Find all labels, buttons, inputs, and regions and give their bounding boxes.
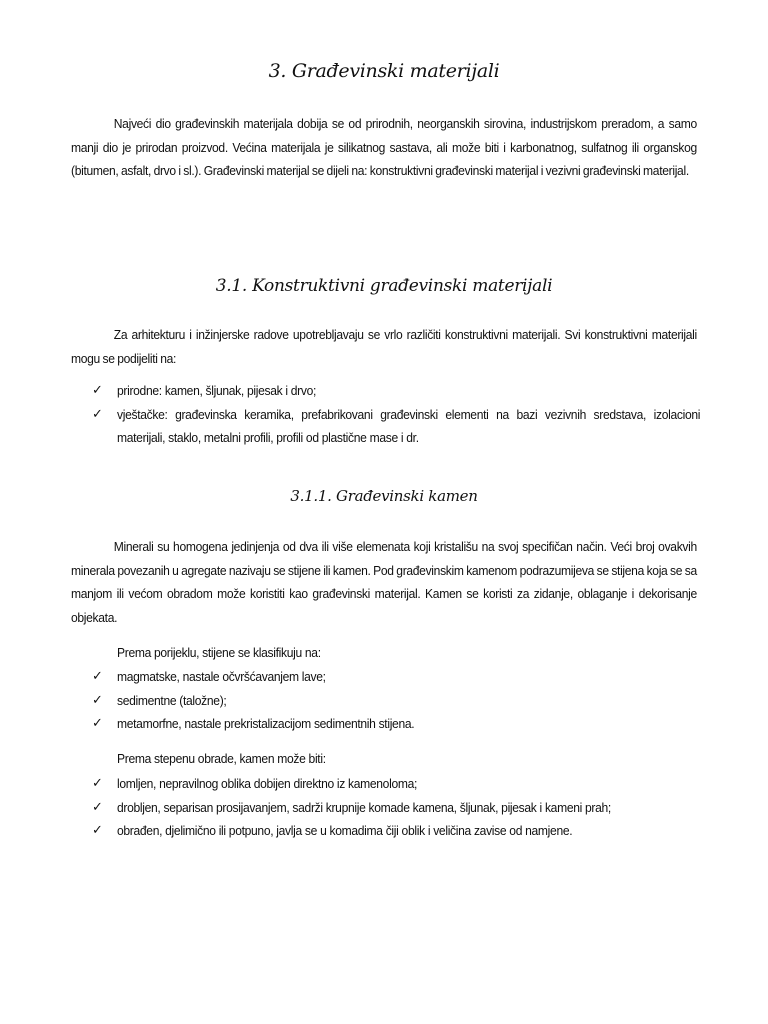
section-title-3-1-1: 3.1.1. Građevinski kamen xyxy=(290,487,478,505)
construction-materials-list xyxy=(71,379,744,450)
section-title-3-1: 3.1. Konstruktivni građevinski materijali xyxy=(215,276,553,296)
list-item-text: obrađen, djelimično ili potpuno, javlja se u komadima čiji oblik i veličina zavise od namjene. xyxy=(117,823,573,838)
list-item xyxy=(71,819,744,843)
checkmark-icon: ✓ xyxy=(92,799,103,815)
list-item-text: drobljen, separisan prosijavanjem, sadrži krupnije komade kamena, šljunak, pijesak i kameni prah; xyxy=(117,799,611,815)
list-item xyxy=(71,665,744,689)
list-item xyxy=(71,772,744,796)
list-item-text: prirodne: kamen, šljunak, pijesak i drvo; xyxy=(117,383,317,398)
list-item-text: metamorfne, nastale prekristalizacijom sedimentnih stijena. xyxy=(117,716,415,731)
list-item xyxy=(71,379,744,403)
section-3-1-paragraph: Za arhitekturu i inžinjerske radove upotrebljavaju se vrlo različiti konstruktivni materijali. Svi konstruktivni materijali mogu se podijeliti na: xyxy=(71,327,697,366)
list-item xyxy=(71,403,744,450)
checkmark-icon: ✓ xyxy=(92,669,103,684)
list-item-text: lomljen, nepravilnog oblika dobijen direktno iz kamenoloma; xyxy=(117,776,418,791)
checkmark-icon: ✓ xyxy=(92,823,103,838)
list-item-text: vještačke: građevinska keramika, prefabrikovani građevinski elementi na bazi vezivnih sredstava, izolacioni materijali, staklo, metalni profili, profili od plastične mase i dr. xyxy=(117,406,701,445)
checkmark-icon: ✓ xyxy=(92,406,103,422)
section-title-3: 3. Građevinski materijali xyxy=(268,60,500,82)
section-3-1-1-paragraph: Minerali su homogena jedinjenja od dva ili više elemenata koji kristališu na svoj specifičan način. Veći broj ovakvih minerala povezanih u agregate nazivaju se stijene ili kamen. Pod građevinskim kamenom podrazumijeva se stijena koja se sa manjom ili većom obradom može koristiti kao građevinski materijal. Kamen se koristi za zidanje, oblaganje i dekorisanje objekata. xyxy=(71,539,697,625)
processing-list xyxy=(71,772,744,843)
checkmark-icon: ✓ xyxy=(92,776,103,791)
list-item xyxy=(71,689,744,713)
origin-list xyxy=(71,665,744,736)
checkmark-icon: ✓ xyxy=(92,692,103,708)
checkmark-icon: ✓ xyxy=(92,383,103,398)
origin-intro: Prema porijeklu, stijene se klasifikuju na: xyxy=(117,645,321,660)
list-item-text: magmatske, nastale očvršćavanjem lave; xyxy=(117,669,326,684)
list-item xyxy=(71,712,744,736)
section-3-paragraph: Najveći dio građevinskih materijala dobija se od prirodnih, neorganskih sirovina, industrijskom preradom, a samo manji dio je prirodan proizvod. Većina materijala je silikatnog sastava, ali može biti i karbonatnog, sulfatnog ili organskog (bitumen, asfalt, drvo i sl.). Građevinski materijal se dijeli na: konstruktivni građevinski materijal i vezivni građevinski materijal. xyxy=(71,116,697,178)
list-item-text: sedimentne (taložne); xyxy=(117,692,227,708)
processing-intro: Prema stepenu obrade, kamen može biti: xyxy=(117,751,326,766)
checkmark-icon: ✓ xyxy=(92,716,103,731)
list-item xyxy=(71,796,744,820)
